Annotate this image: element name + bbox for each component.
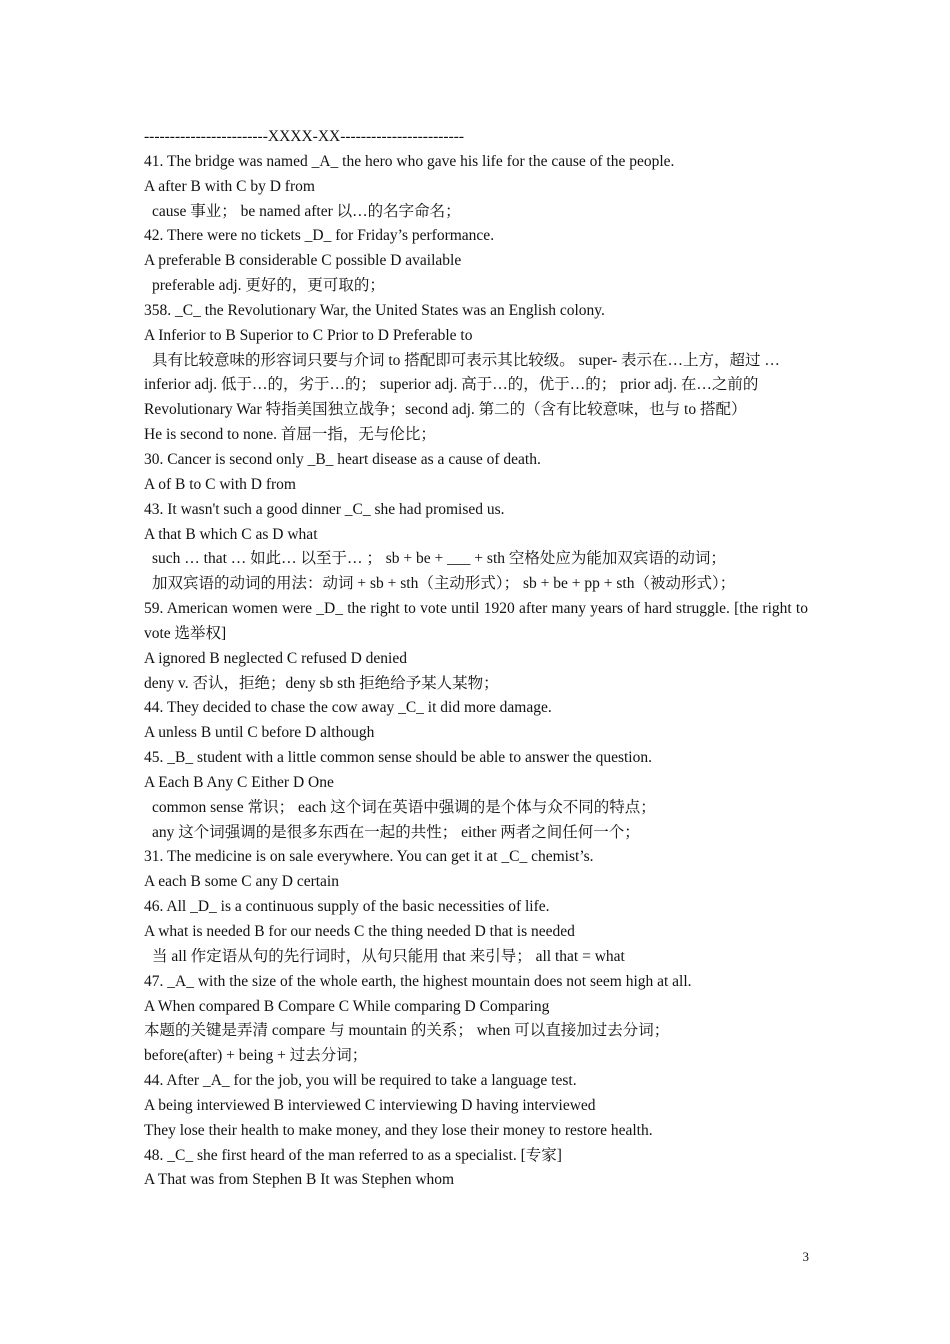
question-59-note: deny v. 否认，拒绝；deny sb sth 拒绝给予某人某物； xyxy=(144,674,499,692)
question-59: 59. American women were _D_ the right to vote until 1920 after many years of hard struggle. [the right to vote 选举权] xyxy=(144,600,808,642)
question-44b-options: A being interviewed B interviewed C interviewing D having interviewed xyxy=(144,1096,596,1114)
question-44b-note: They lose their health to make money, and they lose their money to restore health. xyxy=(144,1121,653,1139)
page-number: 3 xyxy=(802,1249,809,1264)
question-43: 43. It wasn't such a good dinner _C_ she had promised us. xyxy=(144,500,505,518)
question-44a-options: A unless B until C before D although xyxy=(144,724,375,742)
question-358-note-4: He is second to none. 首屈一指，无与伦比； xyxy=(144,426,436,444)
section-divider: ------------------------XXXX-XX------------------------ xyxy=(144,128,465,145)
question-45: 45. _B_ student with a little common sense should be able to answer the question. xyxy=(144,749,652,767)
question-41-options: A after B with C by D from xyxy=(144,177,315,195)
question-45-note-1: common sense 常识； each 这个词在英语中强调的是个体与众不同的特点； xyxy=(152,798,656,816)
question-41-note: cause 事业； be named after 以…的名字命名； xyxy=(152,202,461,220)
question-44a: 44. They decided to chase the cow away _C_ it did more damage. xyxy=(144,699,552,717)
question-43-note-1: such … that … 如此… 以至于… ； sb + be + ___ + sth 空格处应为能加双宾语的动词； xyxy=(152,550,726,568)
question-31-options: A each B some C any D certain xyxy=(144,873,339,891)
question-358-note-3: Revolutionary War 特指美国独立战争；second adj. 第二的（含有比较意味，也与 to 搭配） xyxy=(144,401,747,419)
question-45-note-2: any 这个词强调的是很多东西在一起的共性； either 两者之间任何一个； xyxy=(152,823,640,841)
question-41: 41. The bridge was named _A_ the hero who gave his life for the cause of the people. xyxy=(144,152,675,170)
question-31: 31. The medicine is on sale everywhere. You can get it at _C_ chemist’s. xyxy=(144,848,594,866)
document-page xyxy=(144,125,808,1193)
question-47-options: A When compared B Compare C While comparing D Comparing xyxy=(144,997,550,1015)
question-47-note-2: before(after) + being + 过去分词； xyxy=(144,1047,368,1065)
question-30-options: A of B to C with D from xyxy=(144,475,296,493)
question-30: 30. Cancer is second only _B_ heart disease as a cause of death. xyxy=(144,450,541,468)
question-42: 42. There were no tickets _D_ for Friday’s performance. xyxy=(144,227,495,245)
question-358-note-2: inferior adj. 低于…的，劣于…的； superior adj. 高于…的，优于…的； prior adj. 在…之前的 xyxy=(144,376,759,394)
question-358-note-1: 具有比较意味的形容词只要与介词 to 搭配即可表示其比较级。 super- 表示在…上方，超过 … xyxy=(152,351,780,369)
question-48: 48. _C_ she first heard of the man referred to as a specialist. [专家] xyxy=(144,1146,562,1164)
question-46: 46. All _D_ is a continuous supply of the basic necessities of life. xyxy=(144,898,550,916)
question-47: 47. _A_ with the size of the whole earth, the highest mountain does not seem high at all. xyxy=(144,972,692,990)
question-48-options: A That was from Stephen B It was Stephen whom xyxy=(144,1171,455,1189)
question-46-options: A what is needed B for our needs C the thing needed D that is needed xyxy=(144,923,575,940)
question-43-note-2: 加双宾语的动词的用法：动词 + sb + sth（主动形式）； sb + be + pp + sth（被动形式）； xyxy=(152,575,736,593)
question-44b: 44. After _A_ for the job, you will be required to take a language test. xyxy=(144,1072,577,1090)
question-45-options: A Each B Any C Either D One xyxy=(144,773,334,791)
question-59-options: A ignored B neglected C refused D denied xyxy=(144,649,407,667)
question-47-note-1: 本题的关键是弄清 compare 与 mountain 的关系； when 可以直接加过去分词； xyxy=(144,1022,670,1040)
question-358-options: A Inferior to B Superior to C Prior to D Preferable to xyxy=(144,326,473,344)
question-46-note: 当 all 作定语从句的先行词时，从句只能用 that 来引导； all that = what xyxy=(152,947,625,965)
question-43-options: A that B which C as D what xyxy=(144,525,318,543)
question-42-note: preferable adj. 更好的，更可取的； xyxy=(152,277,385,295)
question-358: 358. _C_ the Revolutionary War, the United States was an English colony. xyxy=(144,301,605,319)
question-42-options: A preferable B considerable C possible D available xyxy=(144,252,462,270)
